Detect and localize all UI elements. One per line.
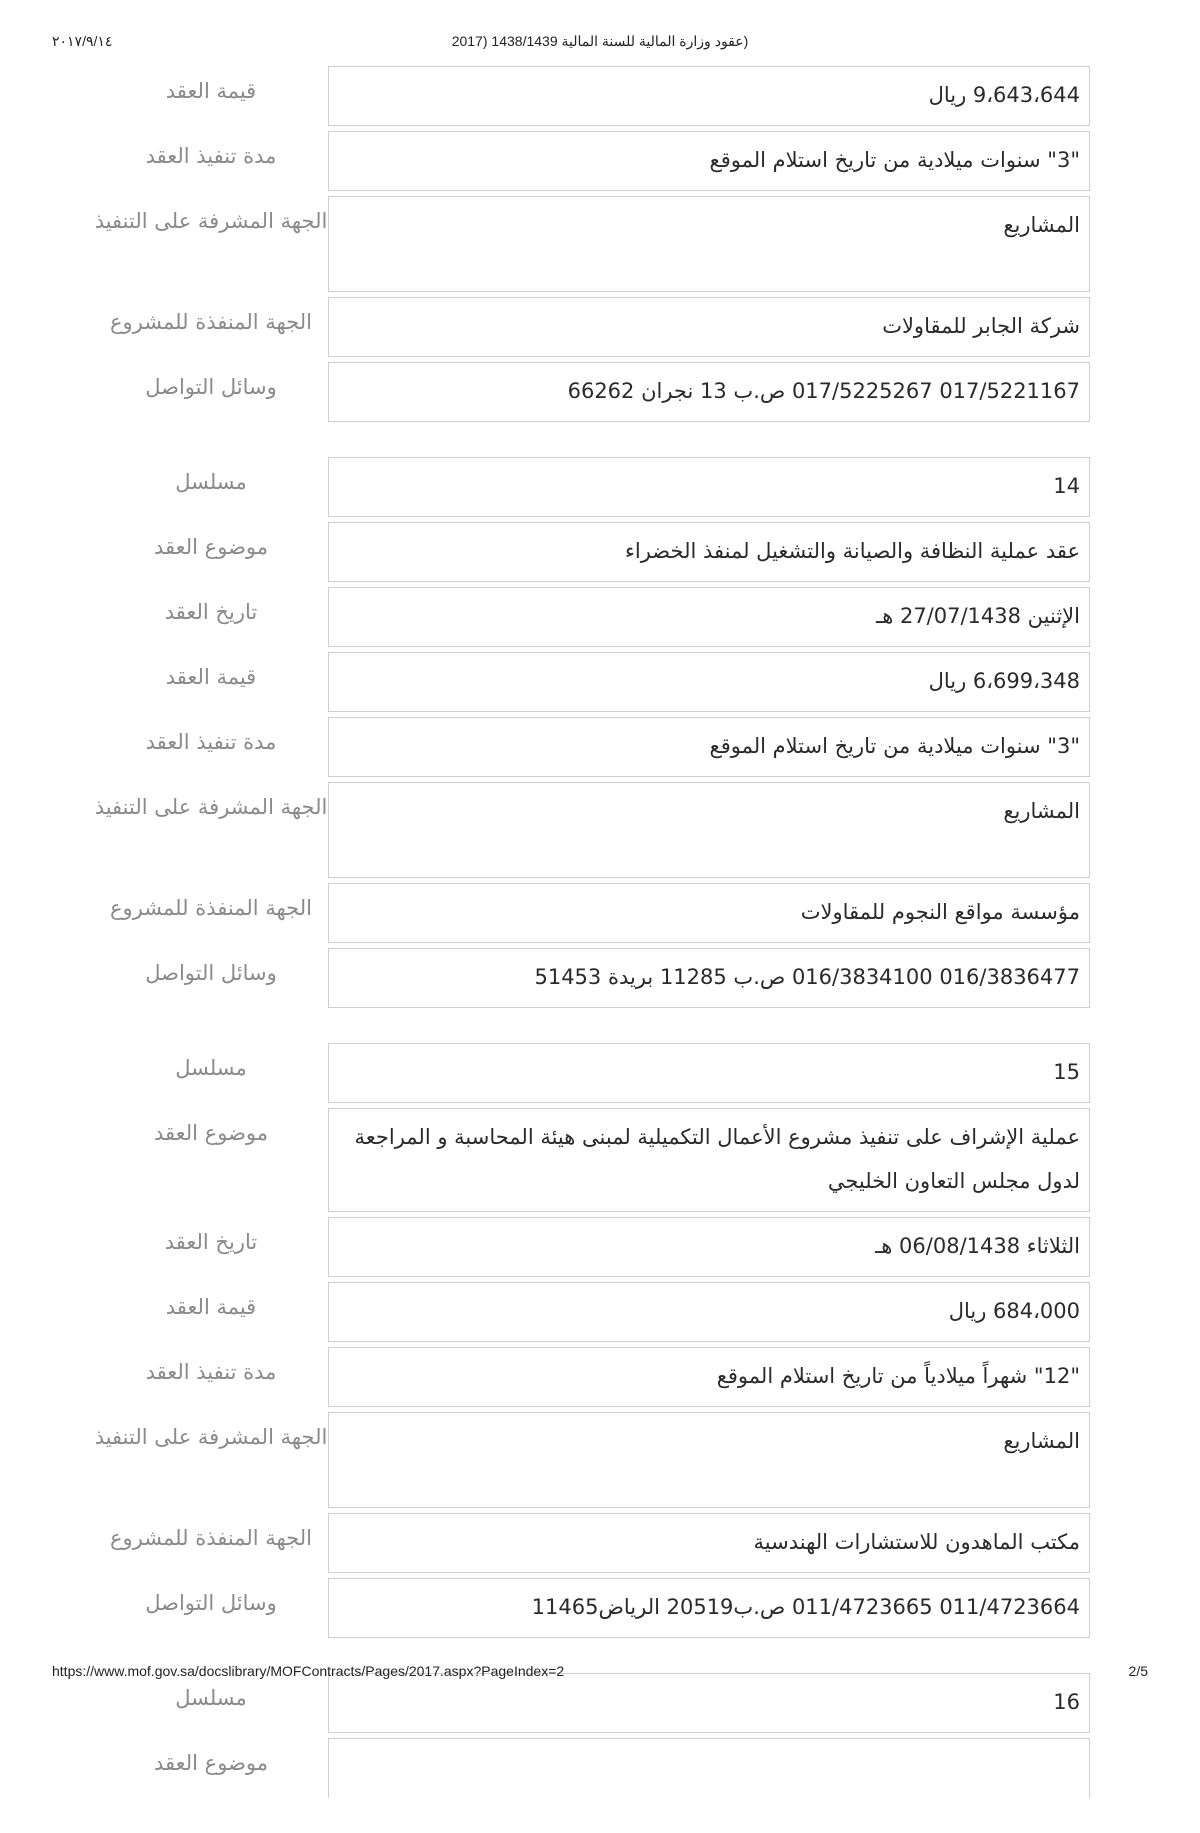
print-date: ٢٠١٧/٩/١٤ [52,33,113,49]
label-supervisor: الجهة المشرفة على التنفيذ [94,1425,328,1449]
cell-duration: "12" شهراً ميلادياً من تاريخ استلام الموقع [328,1347,1090,1407]
cell-supervisor: المشاريع [328,782,1090,878]
label-subject: موضوع العقد [154,1751,268,1775]
cell-supervisor: المشاريع [328,196,1090,292]
label-subject: موضوع العقد [154,1121,268,1145]
cell-duration: "3" سنوات ميلادية من تاريخ استلام الموقع [328,131,1090,191]
label-value: قيمة العقد [165,1295,257,1319]
cell-serial: 14 [328,457,1090,517]
label-supervisor: الجهة المشرفة على التنفيذ [94,209,328,233]
row-duration [94,717,1110,777]
cell-serial: 16 [328,1673,1090,1733]
label-contractor: الجهة المنفذة للمشروع [110,896,312,920]
label-supervisor: الجهة المشرفة على التنفيذ [94,795,328,819]
cell-date: الثلاثاء 06/08/1438 هـ [328,1217,1090,1277]
cell-contractor: شركة الجابر للمقاولات [328,297,1090,357]
row-value [94,66,1110,126]
contract-record [94,1043,1110,1638]
row-subject [94,522,1110,582]
label-contact: وسائل التواصل [145,375,277,399]
source-url: https://www.mof.gov.sa/docslibrary/MOFContracts/Pages/2017.aspx?PageIndex=2 [52,1663,565,1679]
row-date [94,1217,1110,1277]
cell-contact: 011/4723664 011/4723665 ص.ب20519 الرياض11465 [328,1578,1090,1638]
label-serial: مسلسل [175,1686,247,1710]
cell-duration: "3" سنوات ميلادية من تاريخ استلام الموقع [328,717,1090,777]
label-date: تاريخ العقد [164,600,258,624]
row-date [94,587,1110,647]
label-duration: مدة تنفيذ العقد [145,1360,277,1384]
row-serial [94,1673,1110,1733]
label-serial: مسلسل [175,1056,247,1080]
row-contractor [94,1513,1110,1573]
label-contact: وسائل التواصل [145,1591,277,1615]
cell-contact: 017/5221167 017/5225267 ص.ب 13 نجران 66262 [328,362,1090,422]
cell-value: 684،000 ريال [328,1282,1090,1342]
cell-serial: 15 [328,1043,1090,1103]
page-number: 2/5 [1128,1663,1148,1679]
label-duration: مدة تنفيذ العقد [145,144,277,168]
label-contractor: الجهة المنفذة للمشروع [110,1526,312,1550]
row-contractor [94,883,1110,943]
cell-value: 9،643،644 ريال [328,66,1090,126]
row-subject [94,1108,1110,1212]
contract-record [94,66,1110,422]
row-contact [94,1578,1110,1638]
cell-subject [328,1738,1090,1798]
label-value: قيمة العقد [165,79,257,103]
cell-date: الإثنين 27/07/1438 هـ [328,587,1090,647]
contract-record [94,457,1110,1008]
label-duration: مدة تنفيذ العقد [145,730,277,754]
row-supervisor [94,1412,1110,1508]
cell-contact: 016/3836477 016/3834100 ص.ب 11285 بريدة 51453 [328,948,1090,1008]
row-contact [94,948,1110,1008]
cell-value: 6،699،348 ريال [328,652,1090,712]
row-value [94,652,1110,712]
row-duration [94,1347,1110,1407]
label-value: قيمة العقد [165,665,257,689]
row-value [94,1282,1110,1342]
cell-supervisor: المشاريع [328,1412,1090,1508]
row-serial [94,457,1110,517]
cell-subject: عملية الإشراف على تنفيذ مشروع الأعمال التكميلية لمبنى هيئة المحاسبة و المراجعة لدول مجلس التعاون الخليجي [328,1108,1090,1212]
page-header [0,33,1200,53]
label-serial: مسلسل [175,470,247,494]
contract-record [94,1673,1110,1798]
label-contractor: الجهة المنفذة للمشروع [110,310,312,334]
row-subject [94,1738,1110,1798]
label-contact: وسائل التواصل [145,961,277,985]
row-serial [94,1043,1110,1103]
label-subject: موضوع العقد [154,535,268,559]
cell-subject: عقد عملية النظافة والصيانة والتشغيل لمنفذ الخضراء [328,522,1090,582]
row-supervisor [94,782,1110,878]
cell-contractor: مؤسسة مواقع النجوم للمقاولات [328,883,1090,943]
row-supervisor [94,196,1110,292]
contracts-list [94,66,1110,1833]
cell-contractor: مكتب الماهدون للاستشارات الهندسية [328,1513,1090,1573]
label-date: تاريخ العقد [164,1230,258,1254]
document-title: (عقود وزارة المالية للسنة المالية 1438/1439 (2017 [451,33,749,49]
row-contractor [94,297,1110,357]
row-duration [94,131,1110,191]
row-contact [94,362,1110,422]
